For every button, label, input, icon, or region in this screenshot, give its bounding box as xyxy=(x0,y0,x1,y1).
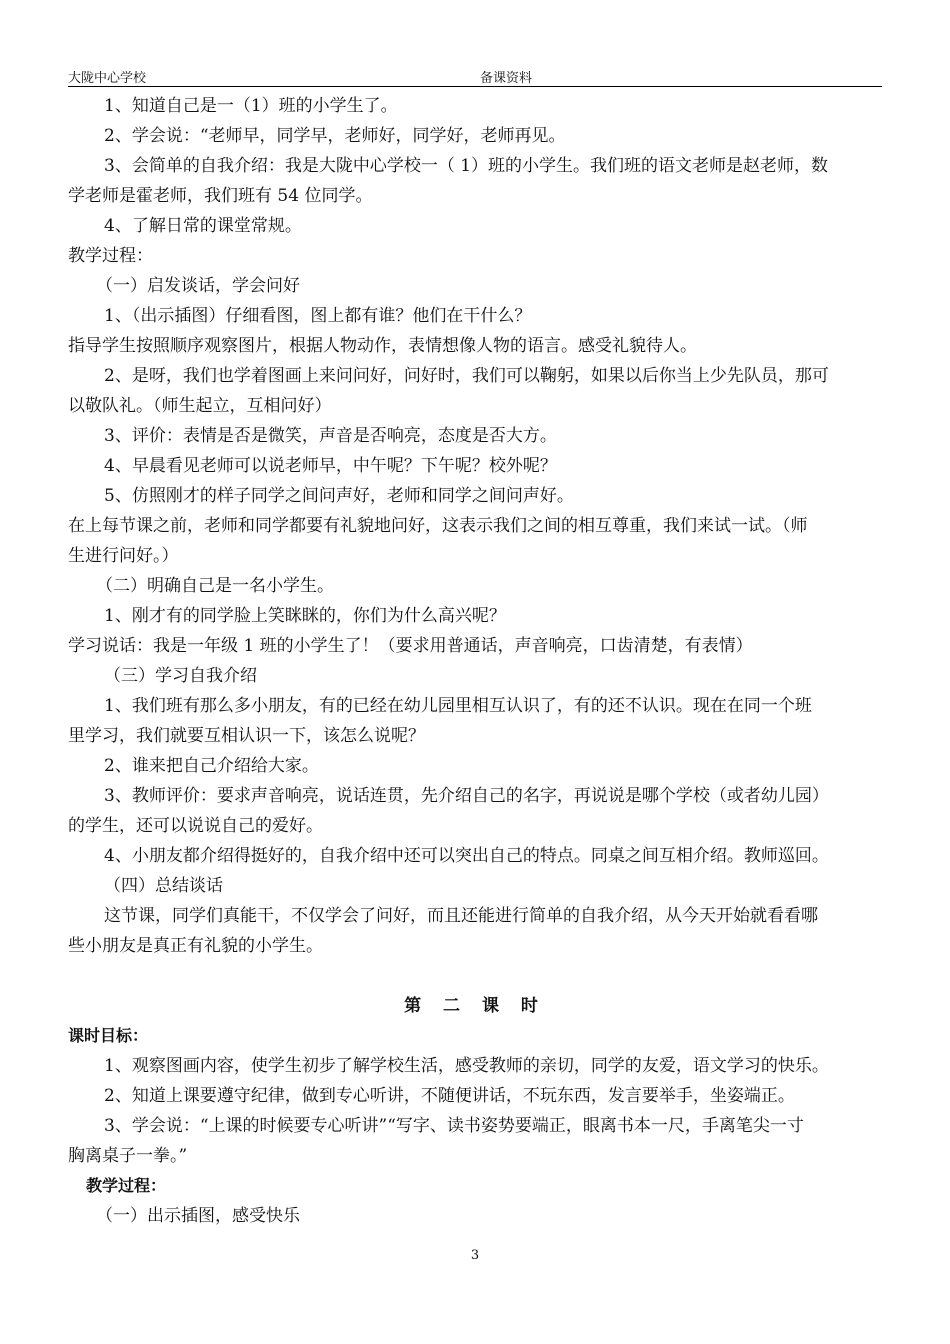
process-heading: 教学过程： xyxy=(68,246,153,266)
paragraph-line: 些小朋友是真正有礼貌的小学生。 xyxy=(68,936,323,956)
paragraph-line: 3、教师评价：要求声音响亮，说话连贯，先介绍自己的名字，再说说是哪个学校（或者幼儿园） xyxy=(104,786,829,806)
paragraph-line: 4、小朋友都介绍得挺好的，自我介绍中还可以突出自己的特点。同桌之间互相介绍。教师巡回。 xyxy=(104,846,829,866)
paragraph-line: 1、（出示插图）仔细看图，图上都有谁？他们在干什么？ xyxy=(104,306,532,326)
objectives-heading: 课时目标： xyxy=(68,1026,149,1045)
objective-line: 学老师是霍老师，我们班有 54 位同学。 xyxy=(68,186,373,206)
paragraph-line: 5、仿照刚才的样子同学之间问声好，老师和同学之间问声好。 xyxy=(104,486,574,506)
objective-line: 1、观察图画内容，使学生初步了解学校生活，感受教师的亲切，同学的友爱，语文学习的快乐。 xyxy=(104,1056,829,1076)
objective-line: 2、知道上课要遵守纪律，做到专心听讲，不随便讲话，不玩东西，发言要举手，坐姿端正。 xyxy=(104,1086,795,1106)
objective-line: 4、了解日常的课堂常规。 xyxy=(104,216,302,236)
header-school-name: 大陇中心学校 xyxy=(68,71,147,86)
paragraph-line: 指导学生按照顺序观察图片，根据人物动作，表情想像人物的语言。感受礼貌待人。 xyxy=(68,336,697,356)
paragraph-line: 4、早晨看见老师可以说老师早，中午呢？下午呢？校外呢？ xyxy=(104,456,557,476)
page-header xyxy=(68,64,882,87)
lesson-title: 第 二 课 时 xyxy=(404,996,546,1016)
paragraph-line: 1、刚才有的同学脸上笑眯眯的，你们为什么高兴呢？ xyxy=(104,606,506,626)
page-number: 3 xyxy=(470,1248,480,1263)
paragraph-line: 这节课，同学们真能干，不仅学会了问好，而且还能进行简单的自我介绍，从今天开始就看看哪 xyxy=(104,906,818,926)
header-doc-type: 备课资料 xyxy=(480,71,533,86)
objective-line: 胸离桌子一拳。” xyxy=(68,1146,188,1166)
section-heading: （四）总结谈话 xyxy=(104,876,223,896)
section-heading: （三）学习自我介绍 xyxy=(104,666,257,686)
process-heading: 教学过程： xyxy=(86,1176,167,1195)
section-heading: （一）出示插图，感受快乐 xyxy=(96,1206,300,1226)
objective-line: 3、会简单的自我介绍：我是大陇中心学校一（ 1）班的小学生。我们班的语文老师是赵老师，数 xyxy=(104,156,829,176)
spacer xyxy=(68,961,882,991)
document-body xyxy=(68,91,882,1231)
paragraph-line: 在上每节课之前，老师和同学都要有礼貌地问好，这表示我们之间的相互尊重，我们来试一试。（师 xyxy=(68,516,808,536)
paragraph-line: 里学习，我们就要互相认识一下，该怎么说呢？ xyxy=(68,726,425,746)
paragraph-line: 学习说话：我是一年级 1 班的小学生了！（要求用普通话，声音响亮，口齿清楚，有表情） xyxy=(68,636,753,656)
section-heading: （二）明确自己是一名小学生。 xyxy=(96,576,334,596)
objective-line: 1、知道自己是一（1）班的小学生了。 xyxy=(104,96,398,116)
paragraph-line: 2、谁来把自己介绍给大家。 xyxy=(104,756,319,776)
paragraph-line: 的学生，还可以说说自己的爱好。 xyxy=(68,816,323,836)
objective-line: 3、学会说：“上课的时候要专心听讲”“写字、读书姿势要端正，眼离书本一尺，手离笔尖一寸 xyxy=(104,1116,804,1136)
paragraph-line: 以敬队礼。（师生起立，互相问好） xyxy=(68,396,332,416)
section-heading: （一）启发谈话，学会问好 xyxy=(96,276,300,296)
paragraph-line: 生进行问好。） xyxy=(68,546,179,566)
paragraph-line: 2、是呀，我们也学着图画上来问问好，问好时，我们可以鞠躬，如果以后你当上少先队员，那可 xyxy=(104,366,829,386)
objective-line: 2、学会说：“老师早，同学早，老师好，同学好，老师再见。 xyxy=(104,126,566,146)
paragraph-line: 1、我们班有那么多小朋友，有的已经在幼儿园里相互认识了，有的还不认识。现在在同一个班 xyxy=(104,696,812,716)
paragraph-line: 3、评价：表情是否是微笑，声音是否响亮，态度是否大方。 xyxy=(104,426,557,446)
